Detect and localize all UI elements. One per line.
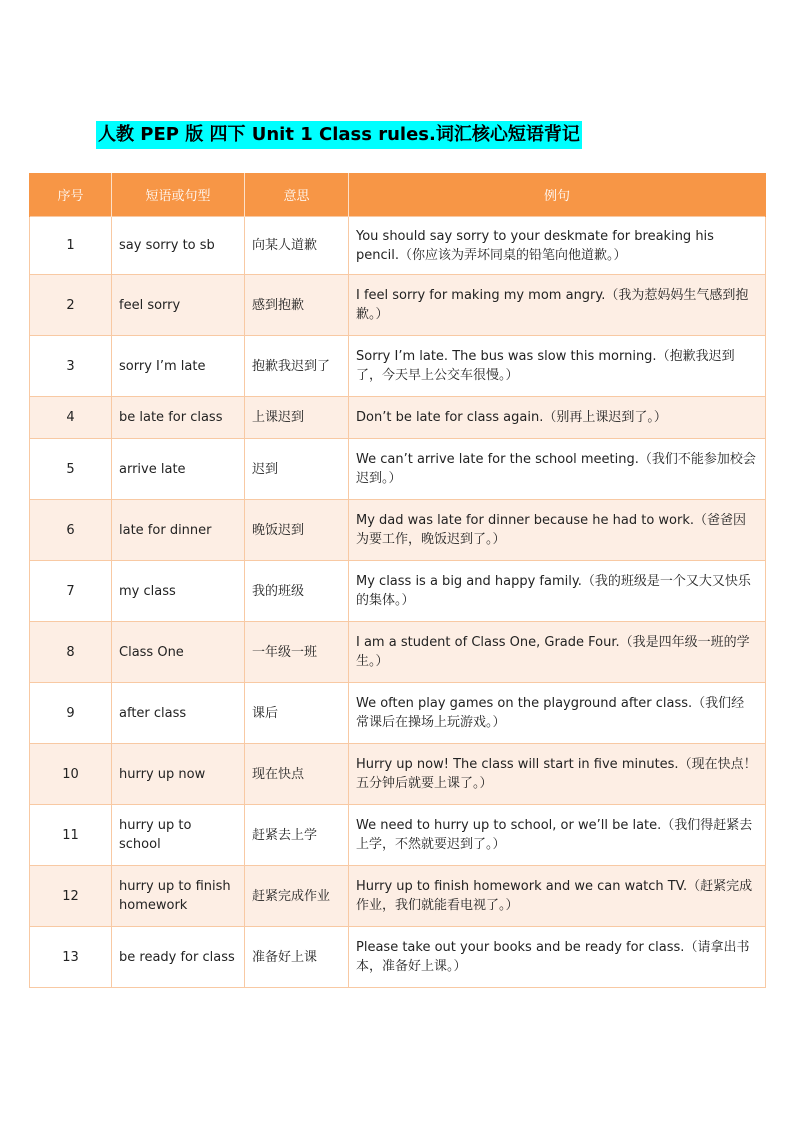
row-phrase: hurry up now [112, 744, 245, 805]
row-number: 4 [30, 397, 112, 439]
row-example: Hurry up now! The class will start in five minutes.（现在快点！五分钟后就要上课了。） [349, 744, 766, 805]
row-phrase: be late for class [112, 397, 245, 439]
row-meaning: 抱歉我迟到了 [245, 336, 349, 397]
row-meaning: 赶紧去上学 [245, 805, 349, 866]
row-example: We often play games on the playground after class.（我们经常课后在操场上玩游戏。） [349, 683, 766, 744]
row-example: Don’t be late for class again.（别再上课迟到了。） [349, 397, 766, 439]
row-example: We can’t arrive late for the school meeting.（我们不能参加校会迟到。） [349, 439, 766, 500]
row-number: 5 [30, 439, 112, 500]
row-meaning: 迟到 [245, 439, 349, 500]
table-row [30, 683, 766, 744]
row-phrase: hurry up to school [112, 805, 245, 866]
row-phrase: feel sorry [112, 275, 245, 336]
header-phrase: 短语或句型 [112, 173, 245, 217]
row-example: Please take out your books and be ready for class.（请拿出书本，准备好上课。） [349, 927, 766, 988]
title-block [96, 121, 582, 149]
row-meaning: 感到抱歉 [245, 275, 349, 336]
row-meaning: 我的班级 [245, 561, 349, 622]
row-meaning: 课后 [245, 683, 349, 744]
row-phrase: be ready for class [112, 927, 245, 988]
row-number: 10 [30, 744, 112, 805]
row-number: 6 [30, 500, 112, 561]
table-row [30, 439, 766, 500]
row-example: My class is a big and happy family.（我的班级是一个又大又快乐的集体。） [349, 561, 766, 622]
header-number: 序号 [30, 173, 112, 217]
row-example: You should say sorry to your deskmate for breaking his pencil.（你应该为弄坏同桌的铅笔向他道歉。） [349, 217, 766, 275]
row-phrase: arrive late [112, 439, 245, 500]
table-row [30, 805, 766, 866]
row-phrase: hurry up to finish homework [112, 866, 245, 927]
row-number: 11 [30, 805, 112, 866]
row-number: 12 [30, 866, 112, 927]
row-number: 3 [30, 336, 112, 397]
row-number: 2 [30, 275, 112, 336]
row-meaning: 现在快点 [245, 744, 349, 805]
row-number: 1 [30, 217, 112, 275]
row-example: We need to hurry up to school, or we’ll be late.（我们得赶紧去上学，不然就要迟到了。） [349, 805, 766, 866]
table-row [30, 217, 766, 275]
table-header-row [30, 173, 766, 217]
row-example: Sorry I’m late. The bus was slow this morning.（抱歉我迟到了，今天早上公交车很慢。） [349, 336, 766, 397]
row-number: 9 [30, 683, 112, 744]
row-phrase: sorry I’m late [112, 336, 245, 397]
row-phrase: say sorry to sb [112, 217, 245, 275]
row-meaning: 准备好上课 [245, 927, 349, 988]
row-meaning: 赶紧完成作业 [245, 866, 349, 927]
header-example: 例句 [349, 173, 766, 217]
table-row [30, 336, 766, 397]
row-phrase: Class One [112, 622, 245, 683]
table-row [30, 397, 766, 439]
row-meaning: 上课迟到 [245, 397, 349, 439]
page-title: 人教 PEP 版 四下 Unit 1 Class rules.词汇核心短语背记 [96, 121, 582, 149]
row-example: I feel sorry for making my mom angry.（我为惹妈妈生气感到抱歉。） [349, 275, 766, 336]
table-row [30, 927, 766, 988]
table-row [30, 622, 766, 683]
vocab-table [29, 173, 766, 988]
table-row [30, 275, 766, 336]
row-number: 13 [30, 927, 112, 988]
row-example: Hurry up to finish homework and we can watch TV.（赶紧完成作业，我们就能看电视了。） [349, 866, 766, 927]
row-phrase: after class [112, 683, 245, 744]
row-phrase: my class [112, 561, 245, 622]
row-meaning: 向某人道歉 [245, 217, 349, 275]
table-row [30, 500, 766, 561]
row-example: My dad was late for dinner because he had to work.（爸爸因为要工作，晚饭迟到了。） [349, 500, 766, 561]
row-number: 8 [30, 622, 112, 683]
table-row [30, 561, 766, 622]
row-phrase: late for dinner [112, 500, 245, 561]
header-meaning: 意思 [245, 173, 349, 217]
table-row [30, 744, 766, 805]
row-meaning: 晚饭迟到 [245, 500, 349, 561]
table-row [30, 866, 766, 927]
row-example: I am a student of Class One, Grade Four.（我是四年级一班的学生。） [349, 622, 766, 683]
row-meaning: 一年级一班 [245, 622, 349, 683]
row-number: 7 [30, 561, 112, 622]
